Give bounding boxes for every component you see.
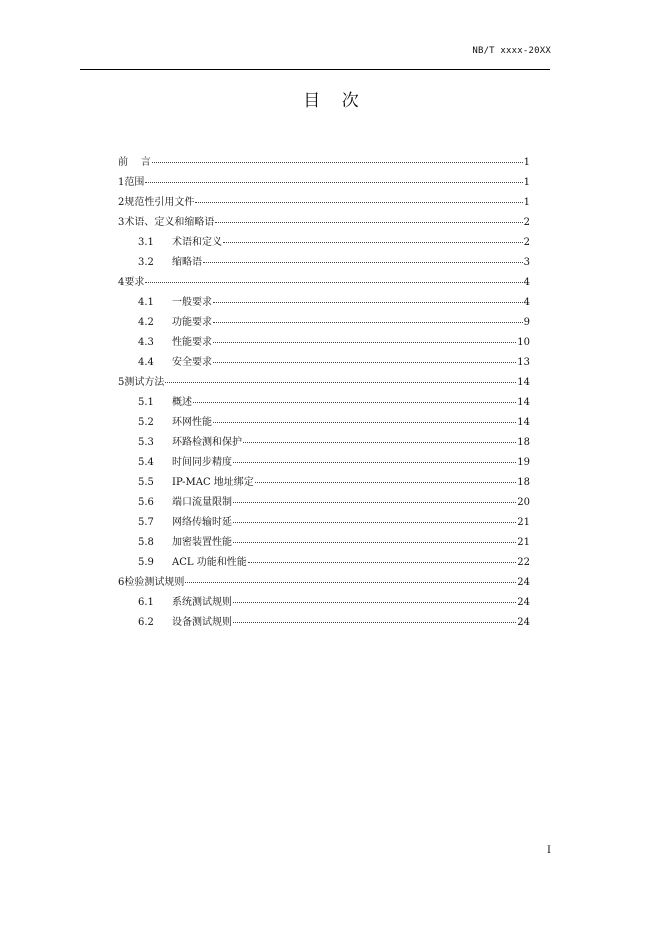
toc-dot-leader [203,262,523,263]
toc-dot-leader [145,282,522,283]
toc-entry-number: 4.4 [138,357,154,368]
toc-entry[interactable] [118,333,530,353]
toc-entry[interactable] [118,193,530,213]
toc-entry-number: 6 [118,577,125,588]
toc-entry-page: 19 [517,457,530,468]
toc-entry-number: 4.2 [138,317,154,328]
toc-entry[interactable] [118,593,530,613]
toc-entry[interactable] [118,273,530,293]
toc-entry-page: 14 [517,417,530,428]
toc-entry-number: 6.1 [138,597,154,608]
toc-entry-page: 2 [523,237,530,248]
toc-dot-leader [213,422,516,423]
standard-code: NB/T xxxx-20XX [472,46,551,56]
toc-entry-number: 5.7 [138,517,154,528]
toc-entry-label: 网络传输时延 [172,517,232,528]
toc-dot-leader [248,562,517,563]
toc-entry-page: 2 [523,217,530,228]
toc-entry[interactable] [118,233,530,253]
toc-entry[interactable] [118,293,530,313]
toc-entry[interactable] [118,613,530,633]
toc-entry-number: 2 [118,197,125,208]
toc-dot-leader [185,582,516,583]
toc-entry-page: 24 [517,577,530,588]
toc-entry-page: 4 [523,297,530,308]
toc-entry-page: 9 [523,317,530,328]
toc-entry-label: 术语和定义 [172,237,222,248]
toc-dot-leader [213,362,516,363]
toc-entry-label: ACL 功能和性能 [172,557,247,568]
toc-entry-page: 18 [517,437,530,448]
toc-entry-page: 21 [517,517,530,528]
toc-entry[interactable] [118,313,530,333]
toc-entry-page: 24 [517,617,530,628]
toc-entry[interactable] [118,413,530,433]
toc-entry[interactable] [118,153,530,173]
toc-entry-number: 5.1 [138,397,154,408]
toc-entry-number: 3.2 [138,257,154,268]
toc-dot-leader [165,382,516,383]
toc-entry[interactable] [118,253,530,273]
toc-entry-label: 测试方法 [124,377,165,388]
toc-entry-label: 前 言 [118,157,151,168]
toc-dot-leader [195,202,522,203]
toc-entry-number: 4.3 [138,337,154,348]
toc-entry-page: 13 [517,357,530,368]
toc-entry-page: 3 [523,257,530,268]
toc-entry[interactable] [118,173,530,193]
toc-entry-label: 概述 [172,397,192,408]
toc-entry[interactable] [118,393,530,413]
toc-dot-leader [213,322,523,323]
toc-entry-page: 1 [523,197,530,208]
toc-entry-number: 5.4 [138,457,154,468]
toc-dot-leader [145,182,522,183]
toc-entry-number: 4.1 [138,297,154,308]
toc-dot-leader [243,442,516,443]
toc-dot-leader [152,162,523,163]
toc-entry-label: 范围 [124,177,145,188]
toc-entry-label: 端口流量限制 [172,497,232,508]
toc-entry-number: 5.2 [138,417,154,428]
toc-entry-number: 5.5 [138,477,154,488]
page-number: I [547,845,551,856]
toc-entry-number: 5.9 [138,557,154,568]
toc-entry-page: 1 [523,177,530,188]
toc-entry-label: 要求 [124,277,145,288]
toc-entry[interactable] [118,353,530,373]
toc-entry-number: 1 [118,177,125,188]
toc-entry-page: 14 [517,377,530,388]
toc-entry-label: 时间同步精度 [172,457,232,468]
toc-entry-label: 安全要求 [172,357,212,368]
toc-entry[interactable] [118,373,530,393]
toc-dot-leader [223,242,523,243]
toc-entry-number: 4 [118,277,125,288]
toc-entry-label: IP-MAC 地址绑定 [172,477,254,488]
toc-dot-leader [233,462,516,463]
toc-entry[interactable] [118,453,530,473]
toc-dot-leader [233,542,516,543]
toc-entry-label: 功能要求 [172,317,212,328]
toc-entry-page: 22 [517,557,530,568]
toc-entry[interactable] [118,553,530,573]
toc-entry-label: 加密装置性能 [172,537,232,548]
toc-entry-label: 术语、定义和缩略语 [124,217,215,228]
toc-entry[interactable] [118,213,530,233]
toc-entry-number: 6.2 [138,617,154,628]
toc-dot-leader [233,502,516,503]
toc-title: 目 次 [303,91,367,111]
toc-dot-leader [255,482,516,483]
toc-entry-page: 4 [523,277,530,288]
toc-dot-leader [233,522,516,523]
toc-entry-label: 系统测试规则 [172,597,232,608]
toc-entry-label: 设备测试规则 [172,617,232,628]
toc-dot-leader [215,222,522,223]
toc-dot-leader [233,602,516,603]
toc-entry-page: 10 [517,337,530,348]
toc-entry-label: 环网性能 [172,417,212,428]
toc-dot-leader [213,302,523,303]
toc-entry-number: 5 [118,377,125,388]
toc-entry[interactable] [118,493,530,513]
toc-entry[interactable] [118,473,530,493]
toc-entry-page: 14 [517,397,530,408]
toc-dot-leader [193,402,516,403]
toc-entry-page: 18 [517,477,530,488]
toc-entry-number: 3 [118,217,125,228]
toc-entry-number: 5.6 [138,497,154,508]
toc-entry-number: 5.3 [138,437,154,448]
toc-entry[interactable] [118,533,530,553]
table-of-contents [118,153,530,633]
toc-entry-page: 21 [517,537,530,548]
toc-entry[interactable] [118,573,530,593]
toc-dot-leader [213,342,516,343]
toc-entry-number: 3.1 [138,237,154,248]
toc-entry-label: 检验测试规则 [124,577,185,588]
toc-entry-label: 环路检测和保护 [172,437,242,448]
toc-entry-page: 24 [517,597,530,608]
toc-entry-number: 5.8 [138,537,154,548]
header-rule [80,69,550,70]
toc-entry[interactable] [118,433,530,453]
toc-entry-label: 缩略语 [172,257,202,268]
toc-entry-label: 规范性引用文件 [124,197,195,208]
toc-entry-page: 1 [523,157,530,168]
toc-dot-leader [233,622,516,623]
toc-entry-label: 性能要求 [172,337,212,348]
toc-entry-label: 一般要求 [172,297,212,308]
toc-entry-page: 20 [517,497,530,508]
toc-entry[interactable] [118,513,530,533]
